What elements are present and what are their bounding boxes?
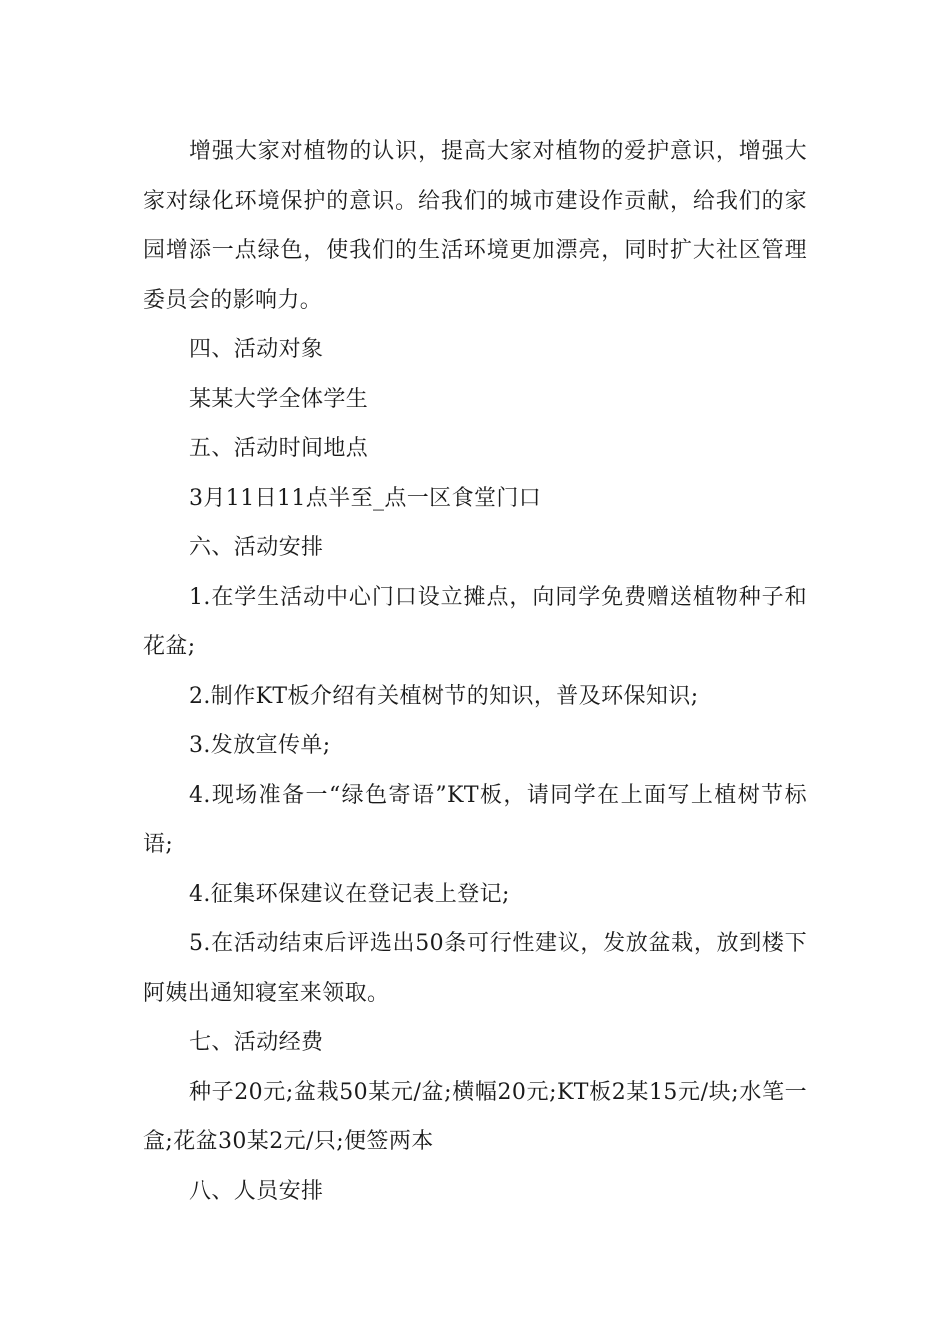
- list-item-arrangement-4a: 4.现场准备一“绿色寄语”KT板，请同学在上面写上植树节标语;: [143, 782, 807, 857]
- heading-staffing: 八、人员安排: [189, 1178, 324, 1204]
- list-item-arrangement-3: 3.发放宣传单;: [189, 733, 331, 758]
- paragraph-time-place: 3月11日11点半至_点一区食堂门口: [189, 485, 542, 511]
- paragraph-purpose: 增强大家对植物的认识，提高大家对植物的爱护意识，增强大家对绿化环境保护的意识。给我们的城市建设作贡献，给我们的家园增添一点绿色，使我们的生活环境更加漂亮，同时扩大社区管理委员会的影响力。: [143, 139, 807, 313]
- paragraph-target-audience: 某某大学全体学生: [189, 386, 369, 412]
- heading-target-audience: 四、活动对象: [189, 337, 324, 362]
- list-item-arrangement-1: 1.在学生活动中心门口设立摊点，向同学免费赠送植物种子和花盆;: [143, 584, 807, 659]
- document-body: [143, 127, 807, 1216]
- list-item-arrangement-4b: 4.征集环保建议在登记表上登记;: [189, 881, 510, 907]
- list-item-arrangement-2: 2.制作KT板介绍有关植树节的知识，普及环保知识;: [189, 683, 699, 709]
- paragraph-budget: 种子20元;盆栽50某元/盆;横幅20元;KT板2某15元/块;水笔一盒;花盆30某2元/只;便签两本: [143, 1079, 807, 1154]
- heading-arrangement: 六、活动安排: [189, 535, 324, 560]
- heading-time-place: 五、活动时间地点: [189, 436, 369, 461]
- list-item-arrangement-5: 5.在活动结束后评选出50条可行性建议，发放盆栽，放到楼下阿姨出通知寝室来领取。: [143, 931, 807, 1006]
- heading-budget: 七、活动经费: [189, 1030, 324, 1055]
